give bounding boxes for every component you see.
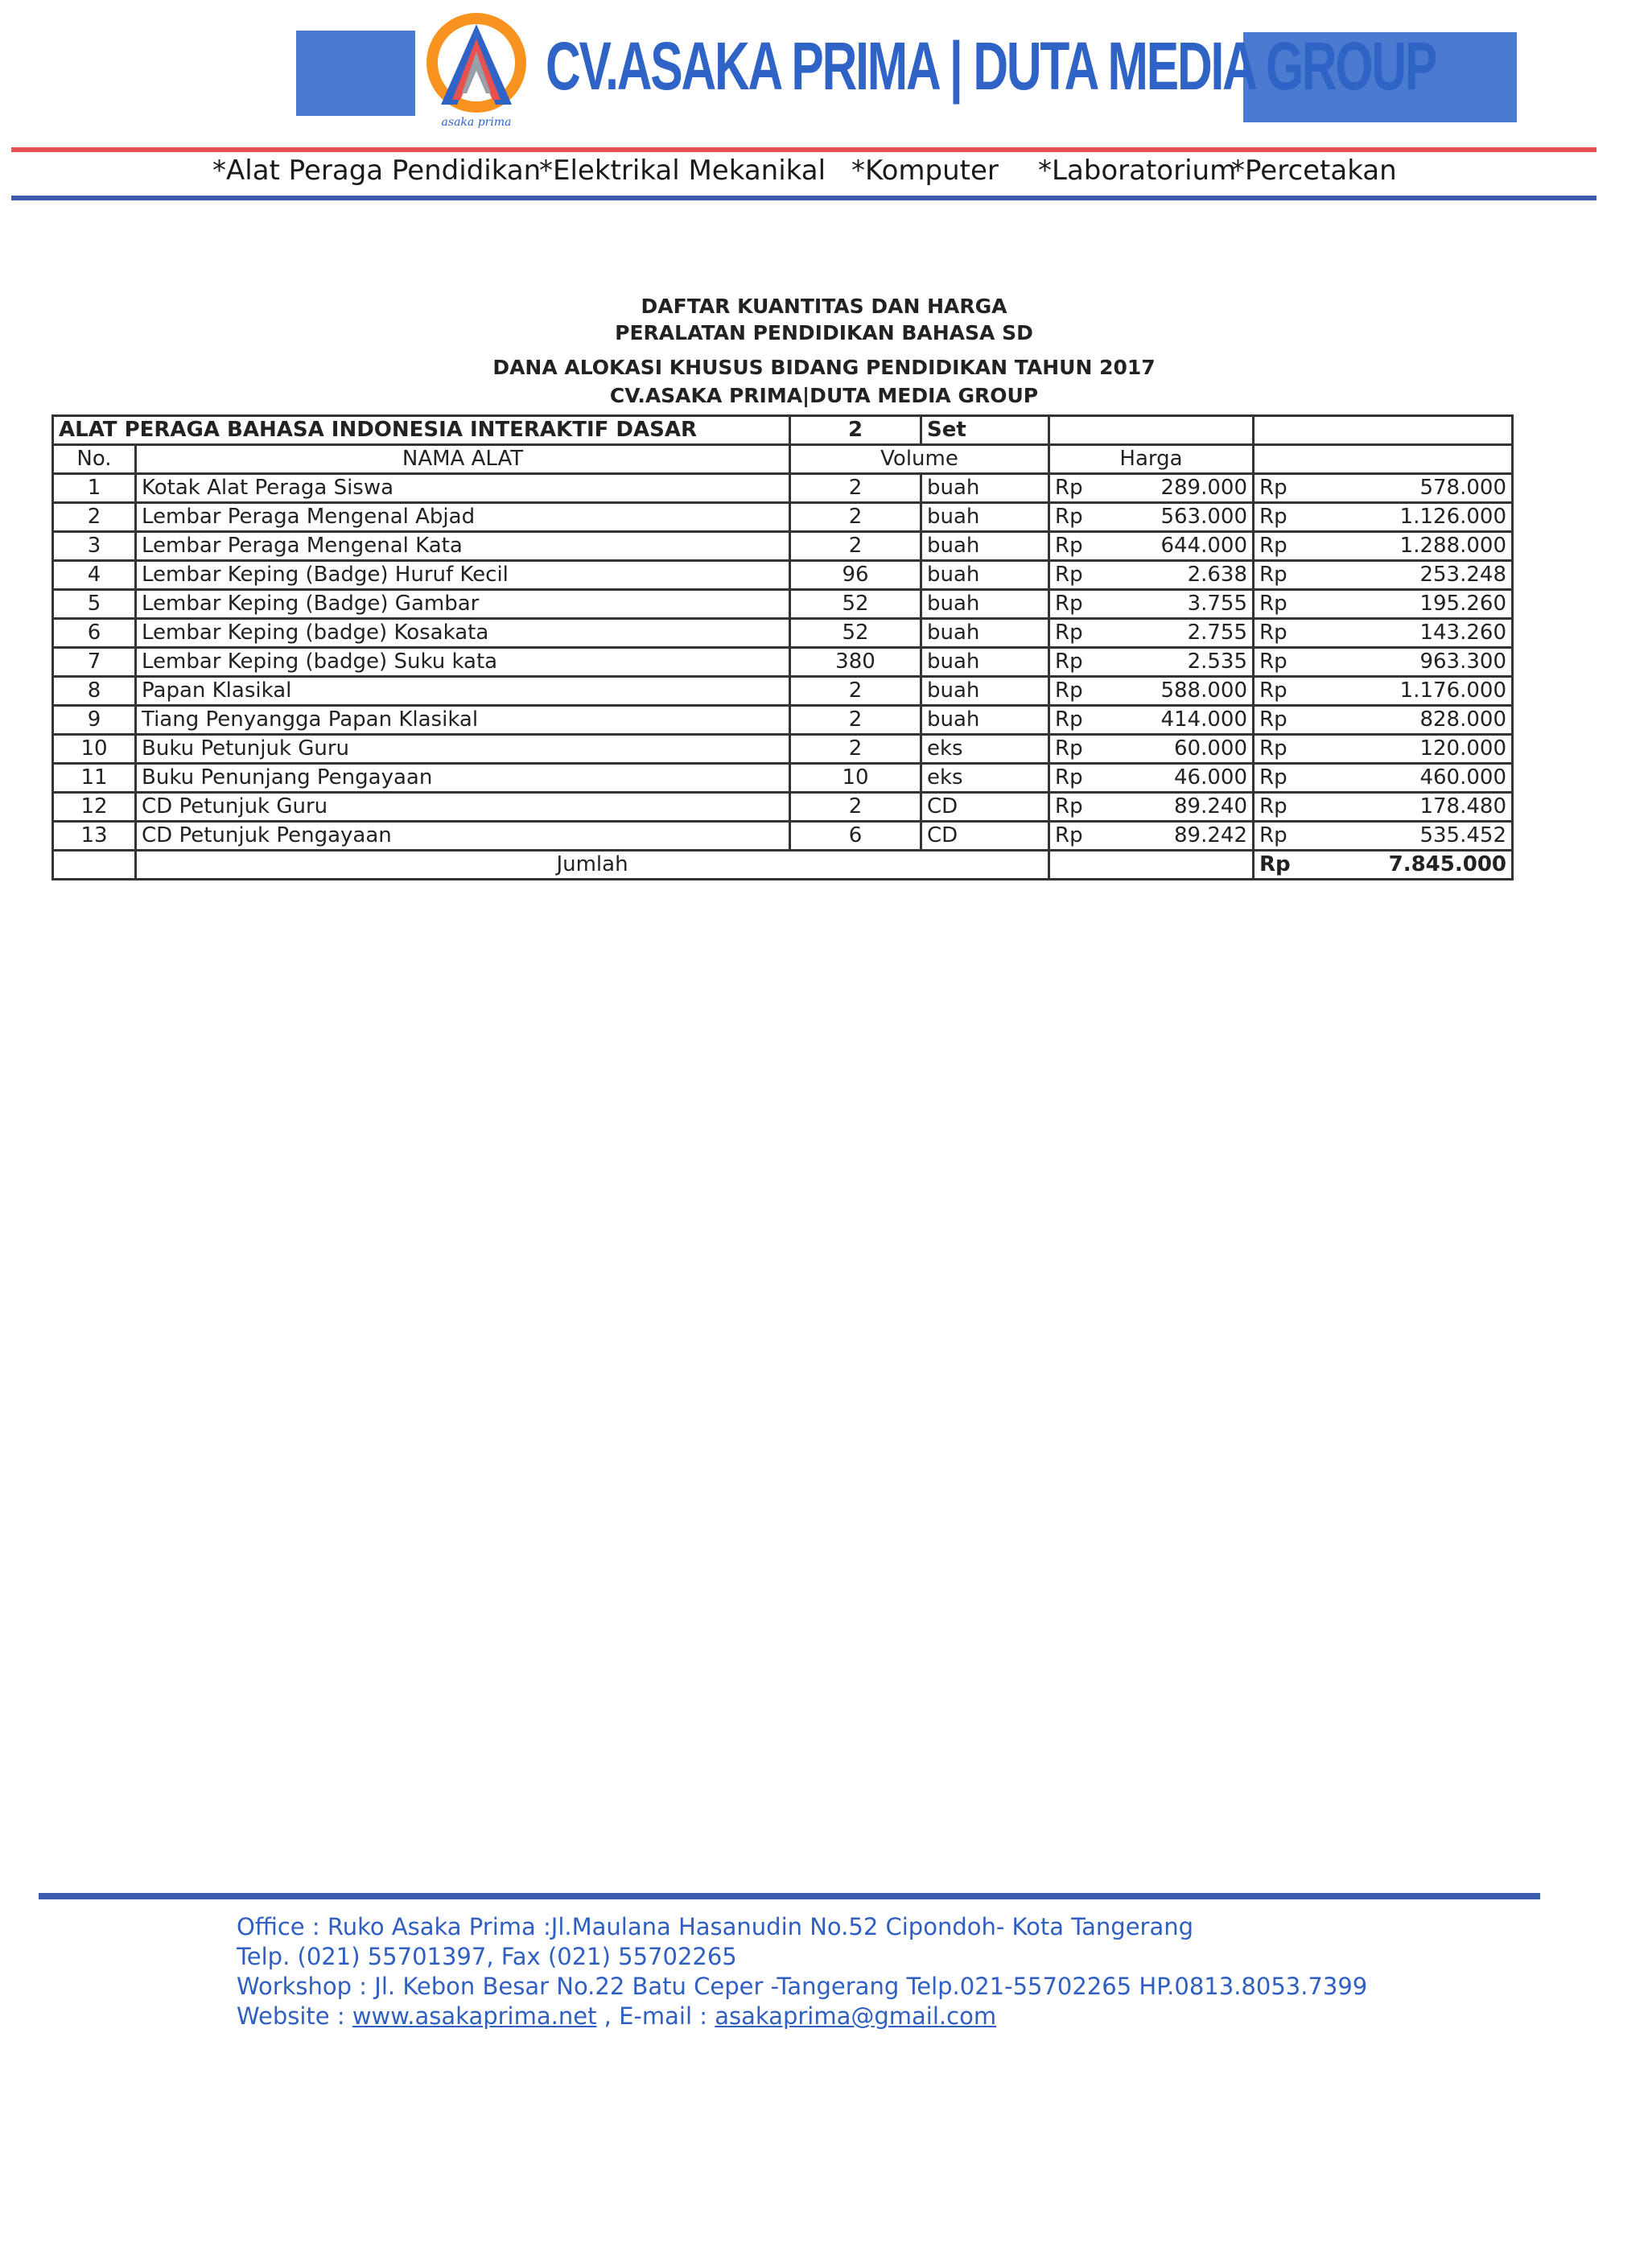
table-row — [53, 764, 1513, 793]
table-row — [53, 648, 1513, 677]
row-total: 963.300 — [1297, 648, 1513, 677]
row-qty: 2 — [790, 532, 921, 561]
row-unit: eks — [921, 735, 1049, 764]
row-no: 1 — [53, 474, 136, 503]
row-currency: Rp — [1254, 648, 1297, 677]
row-name: Kotak Alat Peraga Siswa — [136, 474, 790, 503]
row-price: 3.755 — [1093, 590, 1254, 619]
row-currency: Rp — [1254, 619, 1297, 648]
row-no: 8 — [53, 677, 136, 706]
header-row — [53, 445, 1513, 474]
row-currency: Rp — [1049, 503, 1093, 532]
row-total: 460.000 — [1297, 764, 1513, 793]
row-name: Buku Penunjang Pengayaan — [136, 764, 790, 793]
row-name: Lembar Keping (Badge) Gambar — [136, 590, 790, 619]
row-name: CD Petunjuk Guru — [136, 793, 790, 822]
row-no: 4 — [53, 561, 136, 590]
row-no: 2 — [53, 503, 136, 532]
row-currency: Rp — [1049, 619, 1093, 648]
row-no: 12 — [53, 793, 136, 822]
row-price: 644.000 — [1093, 532, 1254, 561]
row-qty: 2 — [790, 503, 921, 532]
row-currency: Rp — [1254, 764, 1297, 793]
total-row — [53, 851, 1513, 880]
row-no: 7 — [53, 648, 136, 677]
doc-title-line: PERALATAN PENDIDIKAN BAHASA SD — [615, 321, 1033, 344]
row-currency: Rp — [1049, 822, 1093, 851]
doc-title-line: CV.ASAKA PRIMA|DUTA MEDIA GROUP — [609, 384, 1039, 407]
row-name: Lembar Keping (badge) Suku kata — [136, 648, 790, 677]
service-item: *Laboratorium — [1038, 155, 1237, 187]
row-price: 60.000 — [1093, 735, 1254, 764]
row-currency: Rp — [1049, 706, 1093, 735]
table-row — [53, 706, 1513, 735]
row-name: Lembar Keping (Badge) Huruf Kecil — [136, 561, 790, 590]
footer-office: Office : Ruko Asaka Prima :Jl.Maulana Hasanudin No.52 Cipondoh- Kota Tangerang — [237, 1913, 1194, 1940]
package-row — [53, 416, 1513, 445]
table-row — [53, 474, 1513, 503]
row-price: 89.242 — [1093, 822, 1254, 851]
row-qty: 2 — [790, 793, 921, 822]
row-price: 89.240 — [1093, 793, 1254, 822]
row-total: 120.000 — [1297, 735, 1513, 764]
row-unit: buah — [921, 503, 1049, 532]
row-total: 535.452 — [1297, 822, 1513, 851]
row-currency: Rp — [1254, 822, 1297, 851]
row-price: 2.535 — [1093, 648, 1254, 677]
total-empty-cell — [1049, 851, 1254, 880]
row-name: Buku Petunjuk Guru — [136, 735, 790, 764]
row-currency: Rp — [1049, 561, 1093, 590]
row-no: 13 — [53, 822, 136, 851]
row-unit: CD — [921, 793, 1049, 822]
table-row — [53, 677, 1513, 706]
empty-cell — [1049, 416, 1254, 445]
footer-workshop: Workshop : Jl. Kebon Besar No.22 Batu Ceper -Tangerang Telp.021-55702265 HP.0813.8053.7399 — [237, 1973, 1368, 2000]
row-unit: buah — [921, 561, 1049, 590]
row-total: 253.248 — [1297, 561, 1513, 590]
row-currency: Rp — [1049, 735, 1093, 764]
row-no: 3 — [53, 532, 136, 561]
row-no: 9 — [53, 706, 136, 735]
row-name: Lembar Peraga Mengenal Kata — [136, 532, 790, 561]
row-qty: 2 — [790, 735, 921, 764]
quantity-price-table — [52, 414, 1514, 880]
row-total: 828.000 — [1297, 706, 1513, 735]
header-no: No. — [53, 445, 136, 474]
row-currency: Rp — [1049, 648, 1093, 677]
logo-caption: asaka prima — [441, 116, 512, 129]
row-unit: eks — [921, 764, 1049, 793]
row-total: 1.176.000 — [1297, 677, 1513, 706]
row-unit: buah — [921, 474, 1049, 503]
row-qty: 6 — [790, 822, 921, 851]
table-row — [53, 503, 1513, 532]
row-currency: Rp — [1254, 706, 1297, 735]
service-item: *Elektrikal Mekanikal — [539, 155, 826, 187]
package-unit: Set — [921, 416, 1049, 445]
row-qty: 380 — [790, 648, 921, 677]
row-no: 6 — [53, 619, 136, 648]
table-row — [53, 822, 1513, 851]
row-no: 5 — [53, 590, 136, 619]
row-qty: 2 — [790, 474, 921, 503]
row-qty: 52 — [790, 590, 921, 619]
header-name: NAMA ALAT — [136, 445, 790, 474]
row-currency: Rp — [1254, 793, 1297, 822]
service-item: *Alat Peraga Pendidikan — [212, 155, 542, 187]
row-unit: CD — [921, 822, 1049, 851]
row-total: 578.000 — [1297, 474, 1513, 503]
footer-phone: Telp. (021) 55701397, Fax (021) 55702265 — [237, 1943, 737, 1970]
row-no: 11 — [53, 764, 136, 793]
row-unit: buah — [921, 677, 1049, 706]
header-divider-red — [11, 147, 1596, 152]
row-currency: Rp — [1049, 764, 1093, 793]
total-value: 7.845.000 — [1297, 851, 1513, 880]
row-total: 195.260 — [1297, 590, 1513, 619]
row-currency: Rp — [1049, 474, 1093, 503]
row-qty: 52 — [790, 619, 921, 648]
row-price: 588.000 — [1093, 677, 1254, 706]
doc-title-line: DANA ALOKASI KHUSUS BIDANG PENDIDIKAN TAHUN 2017 — [492, 356, 1156, 379]
row-price: 289.000 — [1093, 474, 1254, 503]
row-price: 414.000 — [1093, 706, 1254, 735]
row-name: CD Petunjuk Pengayaan — [136, 822, 790, 851]
row-price: 2.638 — [1093, 561, 1254, 590]
row-currency: Rp — [1254, 561, 1297, 590]
header-price: Harga — [1049, 445, 1254, 474]
empty-cell — [1254, 416, 1513, 445]
row-qty: 2 — [790, 706, 921, 735]
row-price: 563.000 — [1093, 503, 1254, 532]
row-total: 143.260 — [1297, 619, 1513, 648]
package-qty: 2 — [790, 416, 921, 445]
row-qty: 96 — [790, 561, 921, 590]
row-currency: Rp — [1254, 474, 1297, 503]
company-logo-icon — [420, 10, 533, 130]
email-label: , E-mail : — [596, 2002, 715, 2030]
header-blue-block-left — [296, 31, 415, 116]
row-total: 178.480 — [1297, 793, 1513, 822]
row-currency: Rp — [1049, 532, 1093, 561]
row-name: Tiang Penyangga Papan Klasikal — [136, 706, 790, 735]
row-unit: buah — [921, 706, 1049, 735]
total-currency: Rp — [1254, 851, 1297, 880]
row-currency: Rp — [1254, 677, 1297, 706]
table-row — [53, 561, 1513, 590]
service-item: *Percetakan — [1231, 155, 1397, 187]
footer-contact — [237, 1912, 1367, 2031]
row-qty: 10 — [790, 764, 921, 793]
footer-divider-blue — [39, 1893, 1540, 1899]
row-currency: Rp — [1254, 532, 1297, 561]
header-divider-blue — [11, 196, 1596, 200]
table-row — [53, 793, 1513, 822]
service-item: *Komputer — [851, 155, 999, 187]
total-empty-cell — [53, 851, 136, 880]
table-row — [53, 619, 1513, 648]
row-unit: buah — [921, 619, 1049, 648]
website-link[interactable]: www.asakaprima.net — [352, 2002, 597, 2030]
row-currency: Rp — [1254, 590, 1297, 619]
row-unit: buah — [921, 590, 1049, 619]
row-unit: buah — [921, 532, 1049, 561]
row-name: Papan Klasikal — [136, 677, 790, 706]
table-row — [53, 532, 1513, 561]
total-label: Jumlah — [136, 851, 1049, 880]
row-price: 46.000 — [1093, 764, 1254, 793]
package-name: ALAT PERAGA BAHASA INDONESIA INTERAKTIF DASAR — [53, 416, 790, 445]
website-label: Website : — [237, 2002, 352, 2030]
header-volume: Volume — [790, 445, 1049, 474]
row-name: Lembar Keping (badge) Kosakata — [136, 619, 790, 648]
footer-web-line — [237, 2002, 1367, 2031]
row-name: Lembar Peraga Mengenal Abjad — [136, 503, 790, 532]
company-title: CV.ASAKA PRIMA | DUTA MEDIA GROUP — [546, 28, 1436, 104]
row-price: 2.755 — [1093, 619, 1254, 648]
row-currency: Rp — [1049, 677, 1093, 706]
row-currency: Rp — [1049, 793, 1093, 822]
company-logo — [420, 10, 533, 130]
header-total — [1254, 445, 1513, 474]
row-total: 1.126.000 — [1297, 503, 1513, 532]
table-row — [53, 590, 1513, 619]
row-unit: buah — [921, 648, 1049, 677]
row-total: 1.288.000 — [1297, 532, 1513, 561]
row-no: 10 — [53, 735, 136, 764]
email-link[interactable]: asakaprima@gmail.com — [715, 2002, 997, 2030]
table-row — [53, 735, 1513, 764]
doc-title-line: DAFTAR KUANTITAS DAN HARGA — [641, 295, 1007, 318]
row-currency: Rp — [1254, 503, 1297, 532]
row-qty: 2 — [790, 677, 921, 706]
row-currency: Rp — [1254, 735, 1297, 764]
row-currency: Rp — [1049, 590, 1093, 619]
